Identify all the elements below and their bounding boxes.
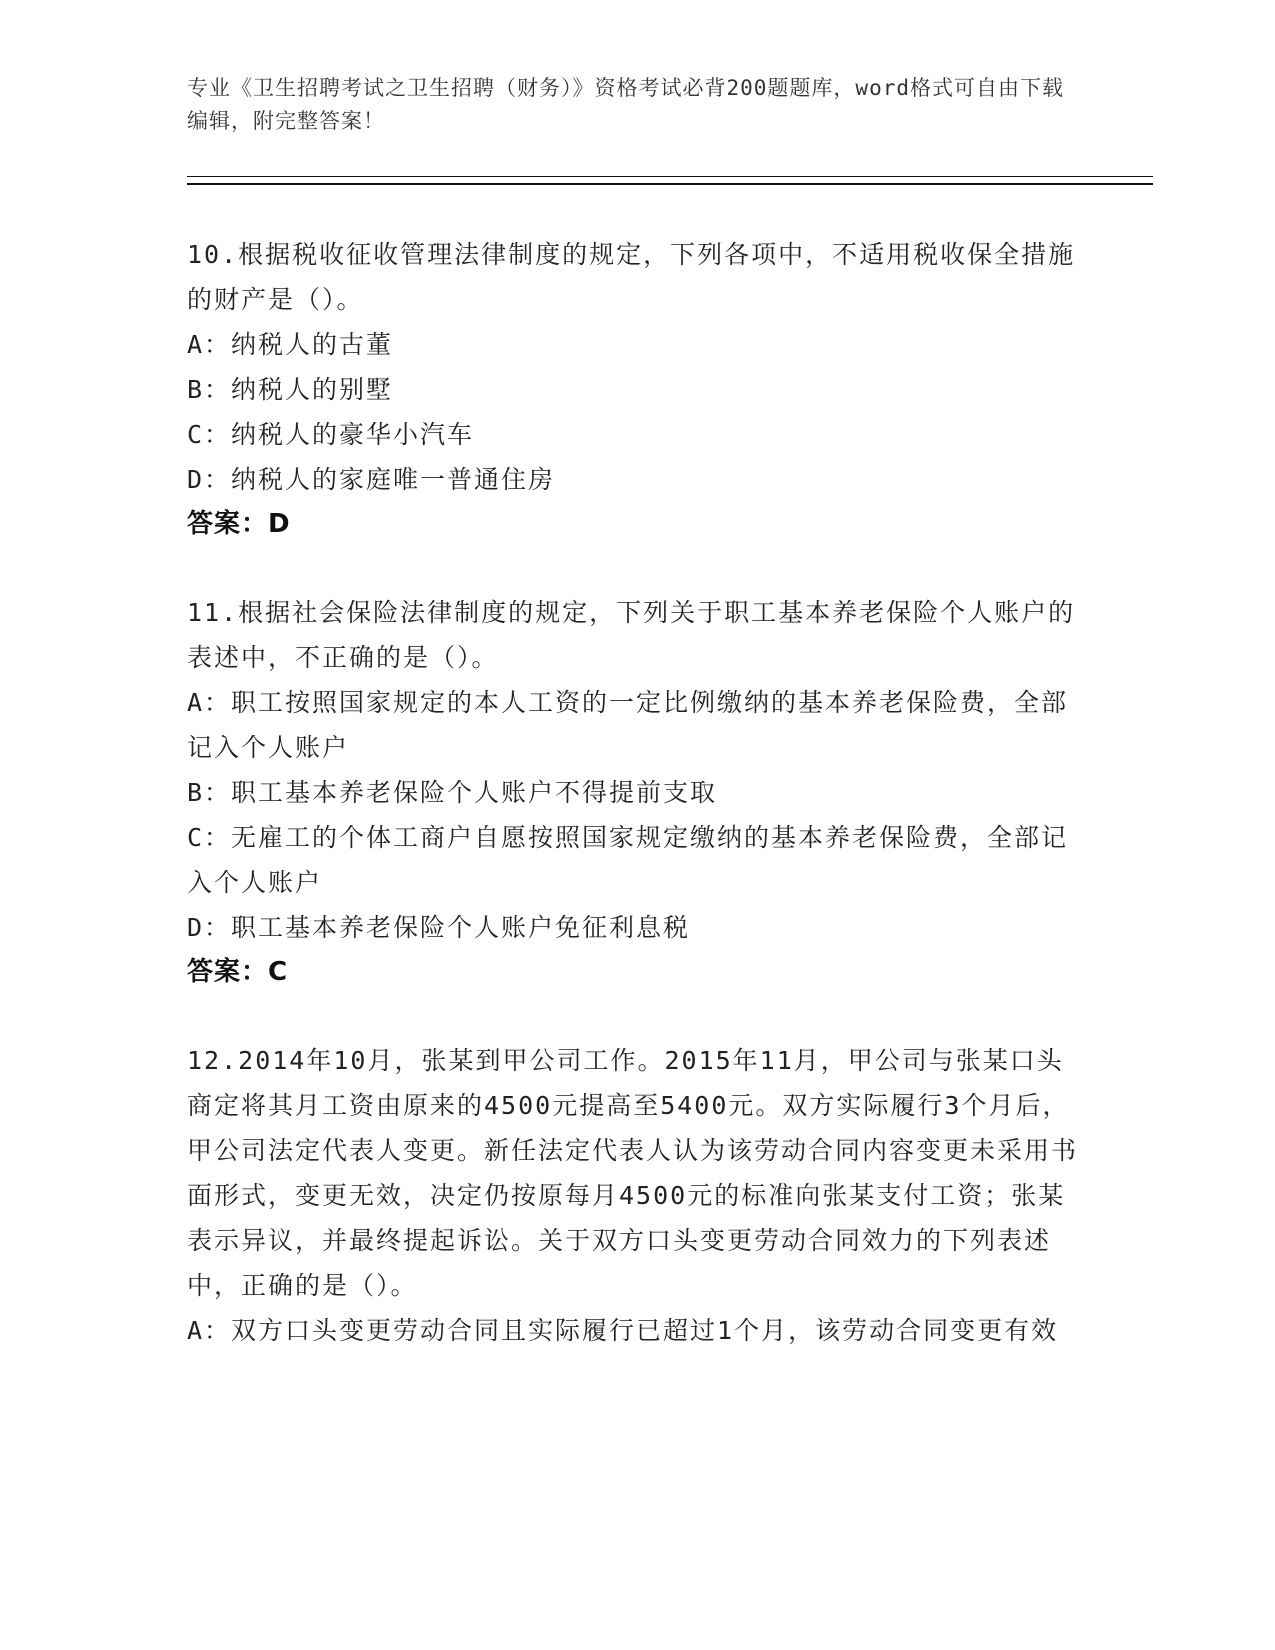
option-c: C：无雇工的个体工商户自愿按照国家规定缴纳的基本养老保险费，全部记入个人账户	[187, 823, 1069, 897]
answer-label: 答案：C	[187, 957, 289, 987]
option-a: A：职工按照国家规定的本人工资的一定比例缴纳的基本养老保险费，全部记入个人账户	[187, 688, 1069, 762]
document-header: 专业《卫生招聘考试之卫生招聘（财务）》资格考试必背200题题库，word格式可自由下载编辑，附完整答案！	[187, 76, 1064, 133]
option-a: A：纳税人的古董	[187, 330, 394, 359]
answer-label: 答案：D	[187, 509, 291, 539]
question-stem: 11.根据社会保险法律制度的规定，下列关于职工基本养老保险个人账户的表述中，不正确的是（）。	[187, 598, 1076, 672]
option-b: B：职工基本养老保险个人账户不得提前支取	[187, 778, 718, 807]
option-b: B：纳税人的别墅	[187, 375, 394, 404]
question-11	[187, 590, 1087, 995]
option-a: A：双方口头变更劳动合同且实际履行已超过1个月，该劳动合同变更有效	[187, 1316, 1059, 1345]
question-list	[187, 232, 1087, 1396]
question-stem: 12.2014年10月，张某到甲公司工作。2015年11月，甲公司与张某口头商定将其月工资由原来的4500元提高至5400元。双方实际履行3个月后，甲公司法定代表人变更。新任法定代表人认为该劳动合同内容变更未采用书面形式，变更无效，决定仍按原每月4500元的标准向张某支付工资；张某表示异议，并最终提起诉讼。关于双方口头变更劳动合同效力的下列表述中，正确的是（）。	[187, 1046, 1079, 1300]
option-d: D：职工基本养老保险个人账户免征利息税	[187, 913, 691, 942]
question-12	[187, 1038, 1087, 1353]
header-divider	[187, 176, 1153, 185]
question-10	[187, 232, 1087, 547]
option-c: C：纳税人的豪华小汽车	[187, 420, 475, 449]
question-stem: 10.根据税收征收管理法律制度的规定，下列各项中，不适用税收保全措施的财产是（）。	[187, 240, 1076, 314]
option-d: D：纳税人的家庭唯一普通住房	[187, 465, 556, 494]
